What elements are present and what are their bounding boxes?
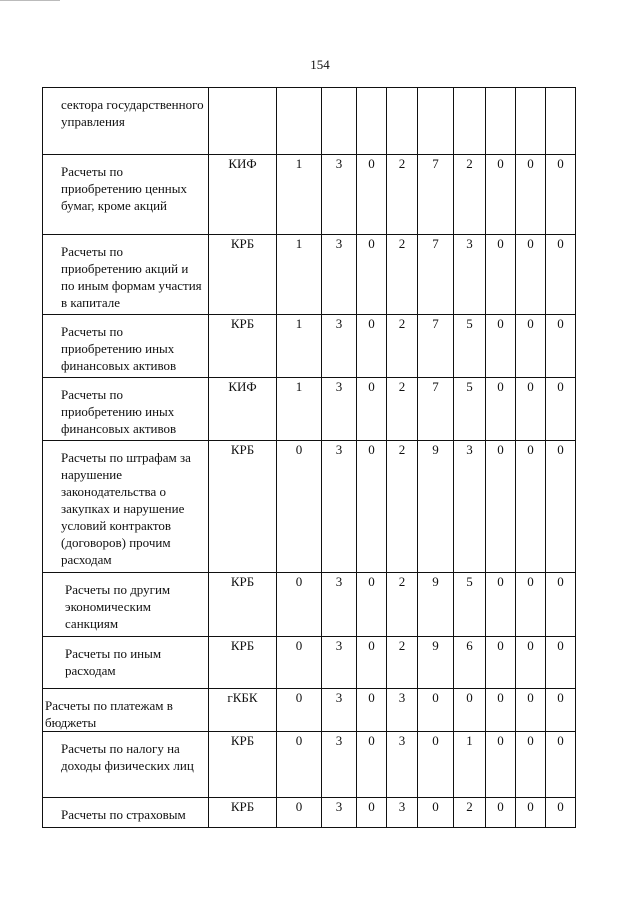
row-description-cell [43,573,209,637]
account-digit-9: 0 [546,441,576,573]
account-digit-2 [322,88,357,155]
row-description: Расчеты по налогу на доходы физических лиц [61,741,194,773]
row-description-cell [43,637,209,689]
table-row [43,689,576,732]
account-digit-9: 0 [546,798,576,828]
account-digit-7: 0 [486,315,516,378]
account-digit-2: 3 [322,235,357,315]
row-description: Расчеты по платежам в бюджеты [45,698,173,730]
account-digit-9 [546,88,576,155]
row-description-cell [43,689,209,732]
row-code [209,88,277,155]
table-row [43,732,576,798]
account-digit-3 [357,88,387,155]
account-digit-7: 0 [486,441,516,573]
accounts-table [42,87,576,828]
account-digit-9: 0 [546,689,576,732]
account-digit-9: 0 [546,235,576,315]
account-digit-3: 0 [357,637,387,689]
account-digit-4: 2 [387,573,418,637]
row-description-cell [43,235,209,315]
account-digit-1: 1 [277,378,322,441]
account-digit-1: 0 [277,441,322,573]
account-digit-5: 0 [418,798,454,828]
row-description: Расчеты по приобретению иных финансовых активов [61,387,177,436]
account-digit-4: 3 [387,798,418,828]
account-digit-4 [387,88,418,155]
row-code: КРБ [209,732,277,798]
account-digit-5: 9 [418,573,454,637]
account-digit-8: 0 [516,235,546,315]
account-digit-3: 0 [357,732,387,798]
account-digit-8: 0 [516,378,546,441]
account-digit-4: 2 [387,235,418,315]
account-digit-9: 0 [546,155,576,235]
account-digit-5 [418,88,454,155]
row-description-cell [43,315,209,378]
account-digit-7: 0 [486,155,516,235]
table-row [43,235,576,315]
row-description: Расчеты по приобретению иных финансовых активов [61,324,177,373]
account-digit-8: 0 [516,315,546,378]
account-digit-5: 7 [418,155,454,235]
account-digit-6: 3 [454,441,486,573]
account-digit-6: 0 [454,689,486,732]
account-digit-4: 2 [387,441,418,573]
account-digit-2: 3 [322,378,357,441]
account-digit-7: 0 [486,573,516,637]
account-digit-5: 7 [418,315,454,378]
account-digit-8: 0 [516,441,546,573]
row-description-cell [43,441,209,573]
account-digit-2: 3 [322,798,357,828]
account-digit-3: 0 [357,689,387,732]
account-digit-9: 0 [546,732,576,798]
account-digit-2: 3 [322,315,357,378]
account-digit-8 [516,88,546,155]
row-code: КРБ [209,637,277,689]
account-digit-4: 3 [387,689,418,732]
account-digit-1: 0 [277,637,322,689]
account-digit-6: 2 [454,155,486,235]
account-digit-7: 0 [486,798,516,828]
account-digit-3: 0 [357,155,387,235]
row-code: КРБ [209,798,277,828]
account-digit-7: 0 [486,689,516,732]
account-digit-7 [486,88,516,155]
row-description: Расчеты по штрафам за нарушение законодательства о закупках и нарушение условий контрактов (договоров) прочим расходам [61,450,191,567]
account-digit-5: 7 [418,235,454,315]
account-digit-7: 0 [486,235,516,315]
row-description: Расчеты по другим экономическим санкциям [65,582,171,631]
account-digit-2: 3 [322,573,357,637]
account-digit-8: 0 [516,573,546,637]
row-code: КРБ [209,235,277,315]
row-description-cell [43,798,209,828]
account-digit-8: 0 [516,732,546,798]
table-row [43,798,576,828]
account-digit-6: 5 [454,315,486,378]
table-row [43,441,576,573]
account-digit-4: 3 [387,732,418,798]
row-description-cell [43,732,209,798]
account-digit-4: 2 [387,378,418,441]
account-digit-6 [454,88,486,155]
account-digit-3: 0 [357,378,387,441]
account-digit-8: 0 [516,637,546,689]
account-digit-1: 0 [277,573,322,637]
account-digit-7: 0 [486,637,516,689]
account-digit-7: 0 [486,732,516,798]
table-row [43,88,576,155]
account-digit-3: 0 [357,315,387,378]
account-digit-5: 0 [418,732,454,798]
account-digit-1: 1 [277,315,322,378]
account-digit-9: 0 [546,573,576,637]
account-digit-6: 3 [454,235,486,315]
account-digit-6: 5 [454,573,486,637]
account-digit-6: 2 [454,798,486,828]
account-digit-2: 3 [322,441,357,573]
account-digit-5: 9 [418,441,454,573]
row-description-cell [43,88,209,155]
account-digit-2: 3 [322,689,357,732]
account-digit-9: 0 [546,637,576,689]
account-digit-1 [277,88,322,155]
account-digit-3: 0 [357,573,387,637]
account-digit-1: 1 [277,235,322,315]
row-code: КРБ [209,441,277,573]
table-row [43,315,576,378]
account-digit-9: 0 [546,315,576,378]
row-description: сектора государственного управления [61,97,204,129]
account-digit-9: 0 [546,378,576,441]
account-digit-3: 0 [357,235,387,315]
table-row [43,378,576,441]
account-digit-1: 1 [277,155,322,235]
account-digit-4: 2 [387,155,418,235]
row-code: КИФ [209,155,277,235]
account-digit-5: 0 [418,689,454,732]
account-digit-8: 0 [516,155,546,235]
account-digit-4: 2 [387,315,418,378]
row-code: КРБ [209,315,277,378]
page-number: 154 [310,57,330,72]
account-digit-7: 0 [486,378,516,441]
row-code: КИФ [209,378,277,441]
row-description-cell [43,378,209,441]
account-digit-2: 3 [322,155,357,235]
table-row [43,637,576,689]
row-description: Расчеты по иным расходам [65,646,162,678]
row-description-cell [43,155,209,235]
account-digit-3: 0 [357,798,387,828]
table-row [43,155,576,235]
account-digit-2: 3 [322,732,357,798]
account-digit-5: 9 [418,637,454,689]
table-row [43,573,576,637]
account-digit-1: 0 [277,689,322,732]
account-digit-6: 1 [454,732,486,798]
account-digit-6: 5 [454,378,486,441]
row-code: гКБК [209,689,277,732]
account-digit-3: 0 [357,441,387,573]
account-digit-8: 0 [516,798,546,828]
row-description: Расчеты по приобретению ценных бумаг, кроме акций [61,164,188,213]
row-description: Расчеты по приобретению акций и по иным формам участия в капитале [61,244,202,310]
account-digit-8: 0 [516,689,546,732]
account-digit-1: 0 [277,798,322,828]
account-digit-4: 2 [387,637,418,689]
account-digit-6: 6 [454,637,486,689]
account-digit-5: 7 [418,378,454,441]
row-description: Расчеты по страховым [61,807,186,822]
account-digit-2: 3 [322,637,357,689]
scan-edge-mark [0,0,60,6]
account-digit-1: 0 [277,732,322,798]
row-code: КРБ [209,573,277,637]
